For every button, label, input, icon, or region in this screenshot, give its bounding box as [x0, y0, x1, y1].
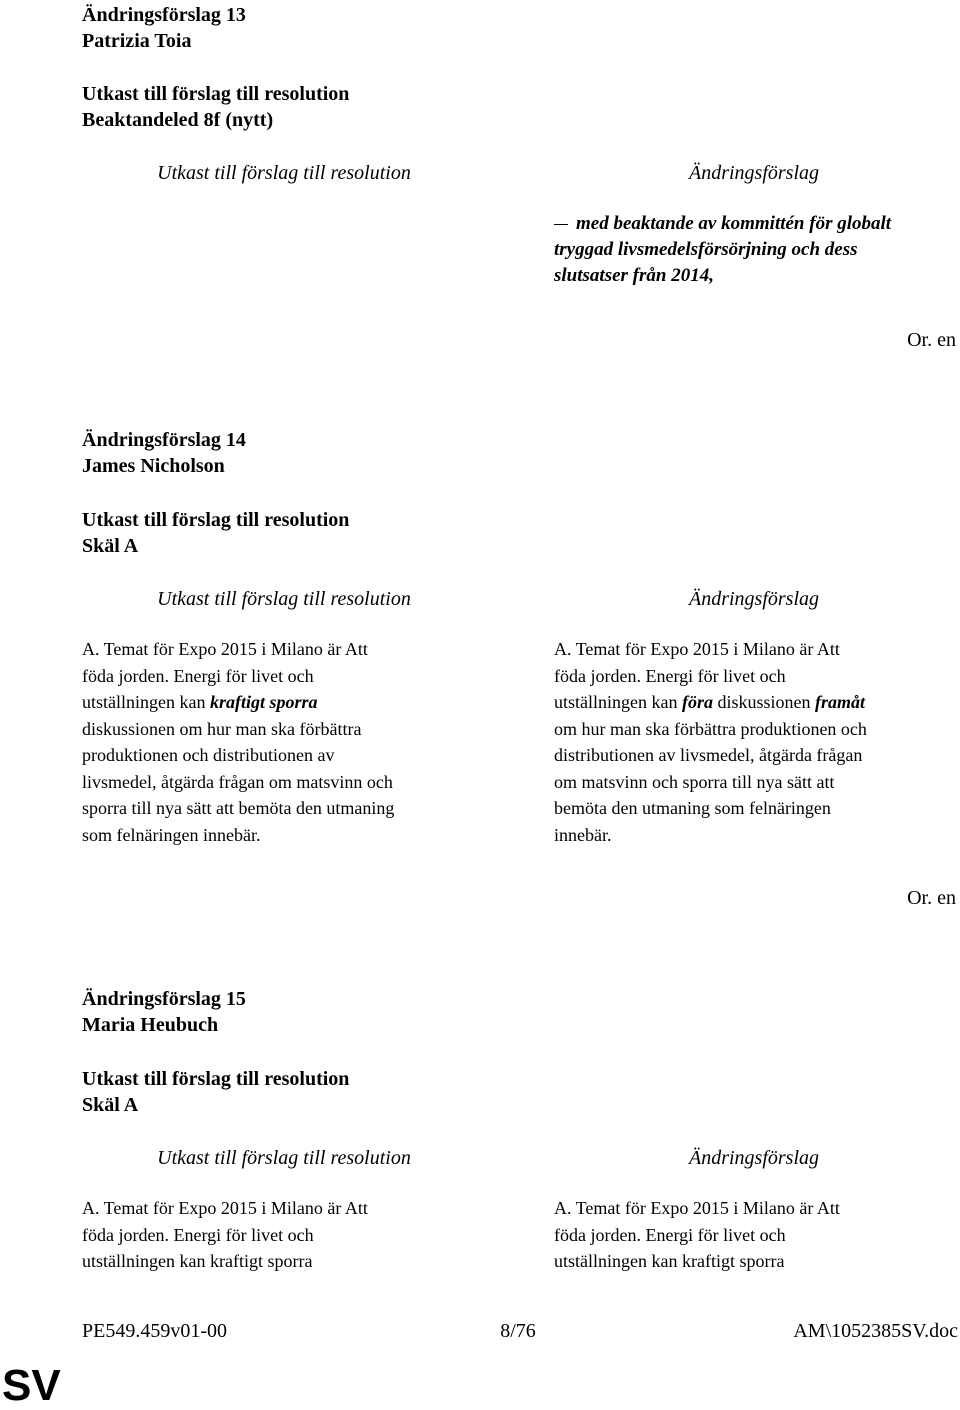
amendment-15-doc-title: Utkast till förslag till resolution — [82, 1068, 350, 1090]
text-line: innebär. — [554, 824, 612, 845]
language-code: SV — [2, 1361, 61, 1410]
amendment-14-right-column-heading: Ändringsförslag — [688, 588, 820, 610]
amendment-13-text-line-3: slutsatser från 2014, — [554, 265, 714, 286]
amendment-13-text-line-1: med beaktande av kommittén för globalt — [554, 211, 891, 237]
amendment-13-text-line-2: tryggad livsmedelsförsörjning och dess — [554, 239, 858, 260]
amendment-13-origin-language: Or. en — [907, 329, 956, 351]
amendment-15-original-text — [82, 1195, 368, 1275]
amendment-14-author: James Nicholson — [82, 455, 225, 477]
text-line: livsmedel, åtgärda frågan om matsvinn och — [82, 771, 393, 792]
text-line: A. Temat för Expo 2015 i Milano är Att — [554, 639, 840, 659]
text-line: distributionen av livsmedel, åtgärda frågan — [554, 745, 863, 765]
amendment-15-left-column-heading: Utkast till förslag till resolution — [157, 1147, 411, 1169]
amendment-14-doc-title: Utkast till förslag till resolution — [82, 509, 350, 531]
emphasis: kraftigt sporra — [209, 692, 318, 712]
text-line: diskussionen om hur man ska förbättra — [82, 718, 362, 739]
amendment-14-original-text — [82, 636, 394, 848]
amendment-14-origin-language: Or. en — [907, 887, 956, 909]
amendment-13-left-column-heading: Utkast till förslag till resolution — [157, 162, 411, 184]
text-line: A. Temat för Expo 2015 i Milano är Att — [82, 639, 368, 659]
emphasis: framåt — [815, 692, 866, 712]
text-line: om matsvinn och sporra till nya sätt att — [554, 771, 835, 792]
text-line: utställningen kan kraftigt sporra — [82, 1251, 313, 1271]
amendment-13-heading: Ändringsförslag 13 — [82, 4, 246, 26]
amendment-15-right-column-heading: Ändringsförslag — [688, 1147, 820, 1169]
amendment-15-section: Skäl A — [82, 1094, 139, 1116]
amendment-15-author: Maria Heubuch — [82, 1014, 219, 1036]
footer-file-name: AM\1052385SV.doc — [793, 1320, 958, 1342]
amendment-14-heading: Ändringsförslag 14 — [82, 429, 246, 451]
emphasis: föra — [681, 692, 713, 712]
amendment-14-left-column-heading: Utkast till förslag till resolution — [157, 588, 411, 610]
text-line: A. Temat för Expo 2015 i Milano är Att — [82, 1198, 368, 1218]
dash-mark — [554, 224, 568, 226]
amendment-15-heading: Ändringsförslag 15 — [82, 988, 246, 1010]
amendment-13-doc-title: Utkast till förslag till resolution — [82, 83, 350, 105]
text-line: föda jorden. Energi för livet och — [554, 1224, 786, 1245]
amendment-14-amended-text — [554, 636, 867, 848]
text-line: föda jorden. Energi för livet och — [554, 665, 786, 686]
amendment-14-section: Skäl A — [82, 535, 139, 557]
text-line: bemöta den utmaning som felnäringen — [554, 798, 831, 818]
footer-reference: PE549.459v01-00 — [82, 1320, 227, 1342]
text-line: som felnäringen innebär. — [82, 824, 261, 845]
amendment-15-amended-text — [554, 1195, 840, 1275]
text-line: produktionen och distributionen av — [82, 745, 335, 765]
amendment-13-section: Beaktandeled 8f (nytt) — [82, 109, 274, 131]
text-line: utställningen kan föra diskussionen framåt — [554, 692, 866, 712]
amendment-13-author: Patrizia Toia — [82, 30, 192, 52]
text-line: föda jorden. Energi för livet och — [82, 665, 314, 686]
text-line: föda jorden. Energi för livet och — [82, 1224, 314, 1245]
text-line: utställningen kan kraftigt sporra — [82, 692, 318, 712]
text-line: A. Temat för Expo 2015 i Milano är Att — [554, 1198, 840, 1218]
amendment-13-right-column-heading: Ändringsförslag — [688, 162, 820, 184]
text-line: sporra till nya sätt att bemöta den utmaning — [82, 798, 395, 818]
text-line: utställningen kan kraftigt sporra — [554, 1251, 785, 1271]
text-line: om hur man ska förbättra produktionen och — [554, 718, 867, 739]
footer-page-number: 8/76 — [500, 1320, 536, 1342]
